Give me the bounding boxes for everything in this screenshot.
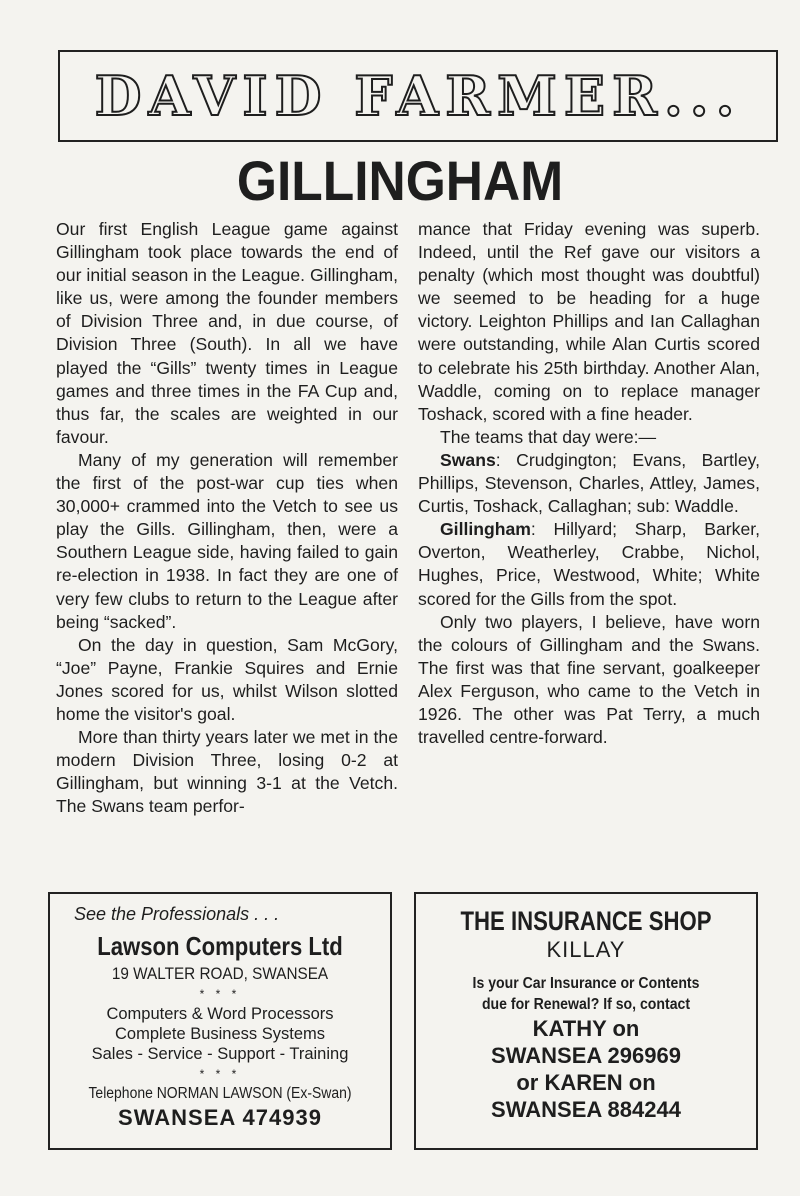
ad-question-line: due for Renewal? If so, contact [481,996,691,1013]
ad-phone-number: SWANSEA 474939 [118,1105,322,1130]
article-headline: GILLINGHAM [236,149,564,212]
insurance-shop-advert [414,892,758,1150]
ad-question [436,973,735,1015]
ad-shop-place: KILLAY [546,937,626,962]
gillingham-label: Gillingham [440,519,531,540]
ad-address: 19 WALTER ROAD, SWANSEA [111,964,329,983]
ad-contact-number: SWANSEA 884244 [491,1097,681,1122]
ad-service-line: Complete Business Systems [115,1025,325,1043]
lawson-computers-advert [48,892,392,1150]
article-column-right [418,218,760,749]
article-column-left [56,218,398,818]
article-paragraph: Only two players, I believe, have worn the colours of Gillingham and the Swans. The first was that fine servant, goalkeeper Alex Ferguson, who came to the Vetch in 1926. The other was Pat Terry, a much travelled centre-forward. [418,611,760,748]
ad-contact-line: or KAREN on [516,1070,656,1095]
article-paragraph: Our first English League game against Gillingham took place towards the end of our initial season in the League. Gillingham, like us, were among the founder members of Division Three and, in due course, of Division Three (South). In all we have played the “Gills” twenty times in League games and three times in the FA Cup and, thus far, the scales are weighted in our favour. [56,219,398,447]
ad-telephone: Telephone NORMAN LAWSON (Ex-Swan) [88,1085,352,1102]
swans-label: Swans [440,449,496,470]
ad-company-name: Lawson Computers Ltd [97,931,343,961]
article-paragraph: More than thirty years later we met in the modern Division Three, losing 0-2 at Gillingham, but winning 3-1 at the Vetch. The Swans team perfor- [56,727,398,817]
ad-stars: * * * [199,1067,241,1081]
swans-text: : Crudgington; Evans, Bartley, Phillips, Stevenson, Charles, Attley, James, Curtis, Toshack, Callaghan; sub: Waddle. [418,449,760,517]
ad-service-line: Sales - Service - Support - Training [91,1045,349,1063]
ad-service-line: Computers & Word Processors [106,1005,334,1023]
ad-contact-line: KATHY on [532,1016,640,1041]
ad-shop-title: THE INSURANCE SHOP [460,906,712,936]
article-paragraph: mance that Friday evening was superb. Indeed, until the Ref gave our visitors a penalty (which most thought was doubtful) we seemed to be heading for a huge victory. Leighton Phillips and Ian Callaghan were outstanding, while Alan Curtis scored to celebrate his 25th birthday. Another Alan, Waddle, coming on to replace manager Toshack, scored with a fine header. [418,219,760,424]
gillingham-lineup [418,518,760,610]
ad-contact-number: SWANSEA 296969 [491,1043,681,1068]
swans-lineup [418,449,760,518]
article-paragraph: The teams that day were:— [440,426,657,447]
ad-question-line: Is your Car Insurance or Contents [472,975,700,992]
ad-tagline: See the Professionals . . . [74,904,280,924]
article-paragraph: On the day in question, Sam McGory, “Joe” Payne, Frankie Squires and Ernie Jones scored for us, whilst Wilson slotted home the visitor's goal. [56,634,398,724]
title-banner [58,50,778,142]
banner-title: DAVID FARMER... [94,64,742,128]
gillingham-text: : Hillyard; Sharp, Barker, Overton, Weatherley, Crabbe, Nichol, Hughes, Price, Westwood, White; White scored for the Gills from the spot. [418,519,760,609]
article-paragraph: Many of my generation will remember the first of the post-war cup ties when 30,000+ crammed into the Vetch to see us play the Gills. Gillingham, then, were a Southern League side, having failed to gain re-election in 1938. In fact they are one of very few clubs to return to the League after being “sacked”. [56,449,398,632]
ad-stars: * * * [199,987,241,1001]
